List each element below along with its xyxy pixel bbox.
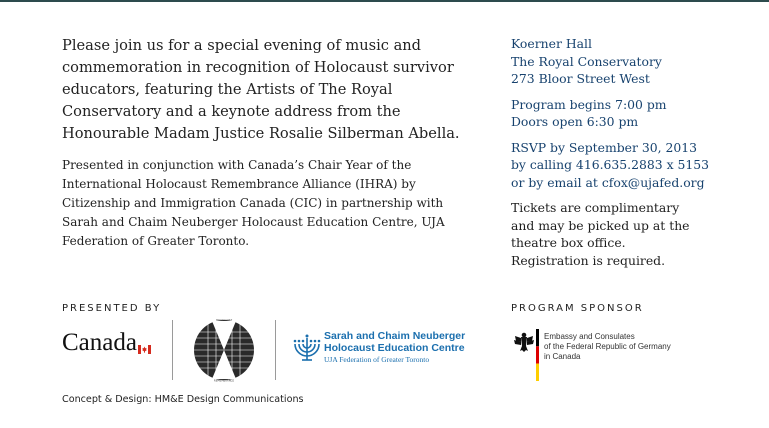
canada-wordmark-logo (62, 329, 151, 357)
logo-divider (275, 320, 276, 380)
ihra-bottom-text: REMEMBRANCE (213, 379, 235, 382)
event-details (511, 35, 761, 277)
venue-name: Koerner Hall (511, 36, 592, 51)
venue-org: The Royal Conservatory (511, 53, 662, 69)
program-time: Program begins 7:00 pm (511, 96, 667, 112)
canada-wordmark: Canada (62, 329, 137, 356)
tickets-line-2: and may be picked up at the (511, 217, 690, 233)
neuberger-line-3: UJA Federation of Greater Toronto (324, 355, 430, 364)
eagle-icon (513, 330, 535, 354)
canada-flag-icon (138, 333, 151, 342)
tickets-line-4: Registration is required. (511, 252, 666, 268)
ihra-logo (190, 318, 258, 382)
rsvp-email[interactable]: or by email at cfox@ujafed.org (511, 174, 705, 190)
venue-block (511, 35, 761, 88)
doors-time: Doors open 6:30 pm (511, 114, 639, 129)
venue-address: 273 Bloor Street West (511, 71, 650, 86)
embassy-line-1: Embassy and Consulates (544, 332, 635, 341)
rsvp-block (511, 139, 761, 192)
tickets-line-1: Tickets are complimentary (511, 200, 680, 215)
german-flag-bar (536, 329, 539, 381)
embassy-line-3: in Canada (544, 352, 581, 361)
neuberger-line-1: Sarah and Chaim Neuberger (324, 330, 466, 342)
lead-paragraph: Please join us for a special evening of music and commemoration in recognition of Holocaust survivor educators, featuring the Artists of The Royal Conservatory and a keynote address from the Honourable Madam Justice Rosalie Silberman Abella. (62, 37, 460, 142)
embassy-text (544, 332, 671, 362)
embassy-line-2: of the Federal Republic of Germany (544, 342, 671, 351)
menorah-icon (292, 330, 322, 368)
rsvp-phone: by calling 416.635.2883 x 5153 (511, 157, 710, 172)
tickets-block (511, 199, 761, 269)
neuberger-line-2: Holocaust Education Centre (324, 342, 465, 354)
design-credit: Concept & Design: HM&E Design Communications (62, 394, 304, 405)
rsvp-deadline: RSVP by September 30, 2013 (511, 139, 698, 155)
top-rule (0, 0, 769, 2)
tickets-line-3: theatre box office. (511, 235, 626, 250)
neuberger-centre-name (324, 330, 465, 365)
program-sponsor-label: PROGRAM SPONSOR (511, 303, 644, 314)
times-block (511, 96, 761, 131)
presented-by-label: PRESENTED BY (62, 303, 162, 314)
ihra-top-text: HOLOCAUST (215, 319, 233, 322)
secondary-paragraph: Presented in conjunction with Canada’s Chair Year of the International Holocaust Remembrance Alliance (IHRA) by Citizenship and Immigration Canada (CIC) in partnership with Sarah and Chaim Neuberger Holocaust Education Centre, UJA Federation of Greater Toronto. (62, 158, 445, 248)
logo-divider (172, 320, 173, 380)
invitation-body (62, 35, 482, 251)
